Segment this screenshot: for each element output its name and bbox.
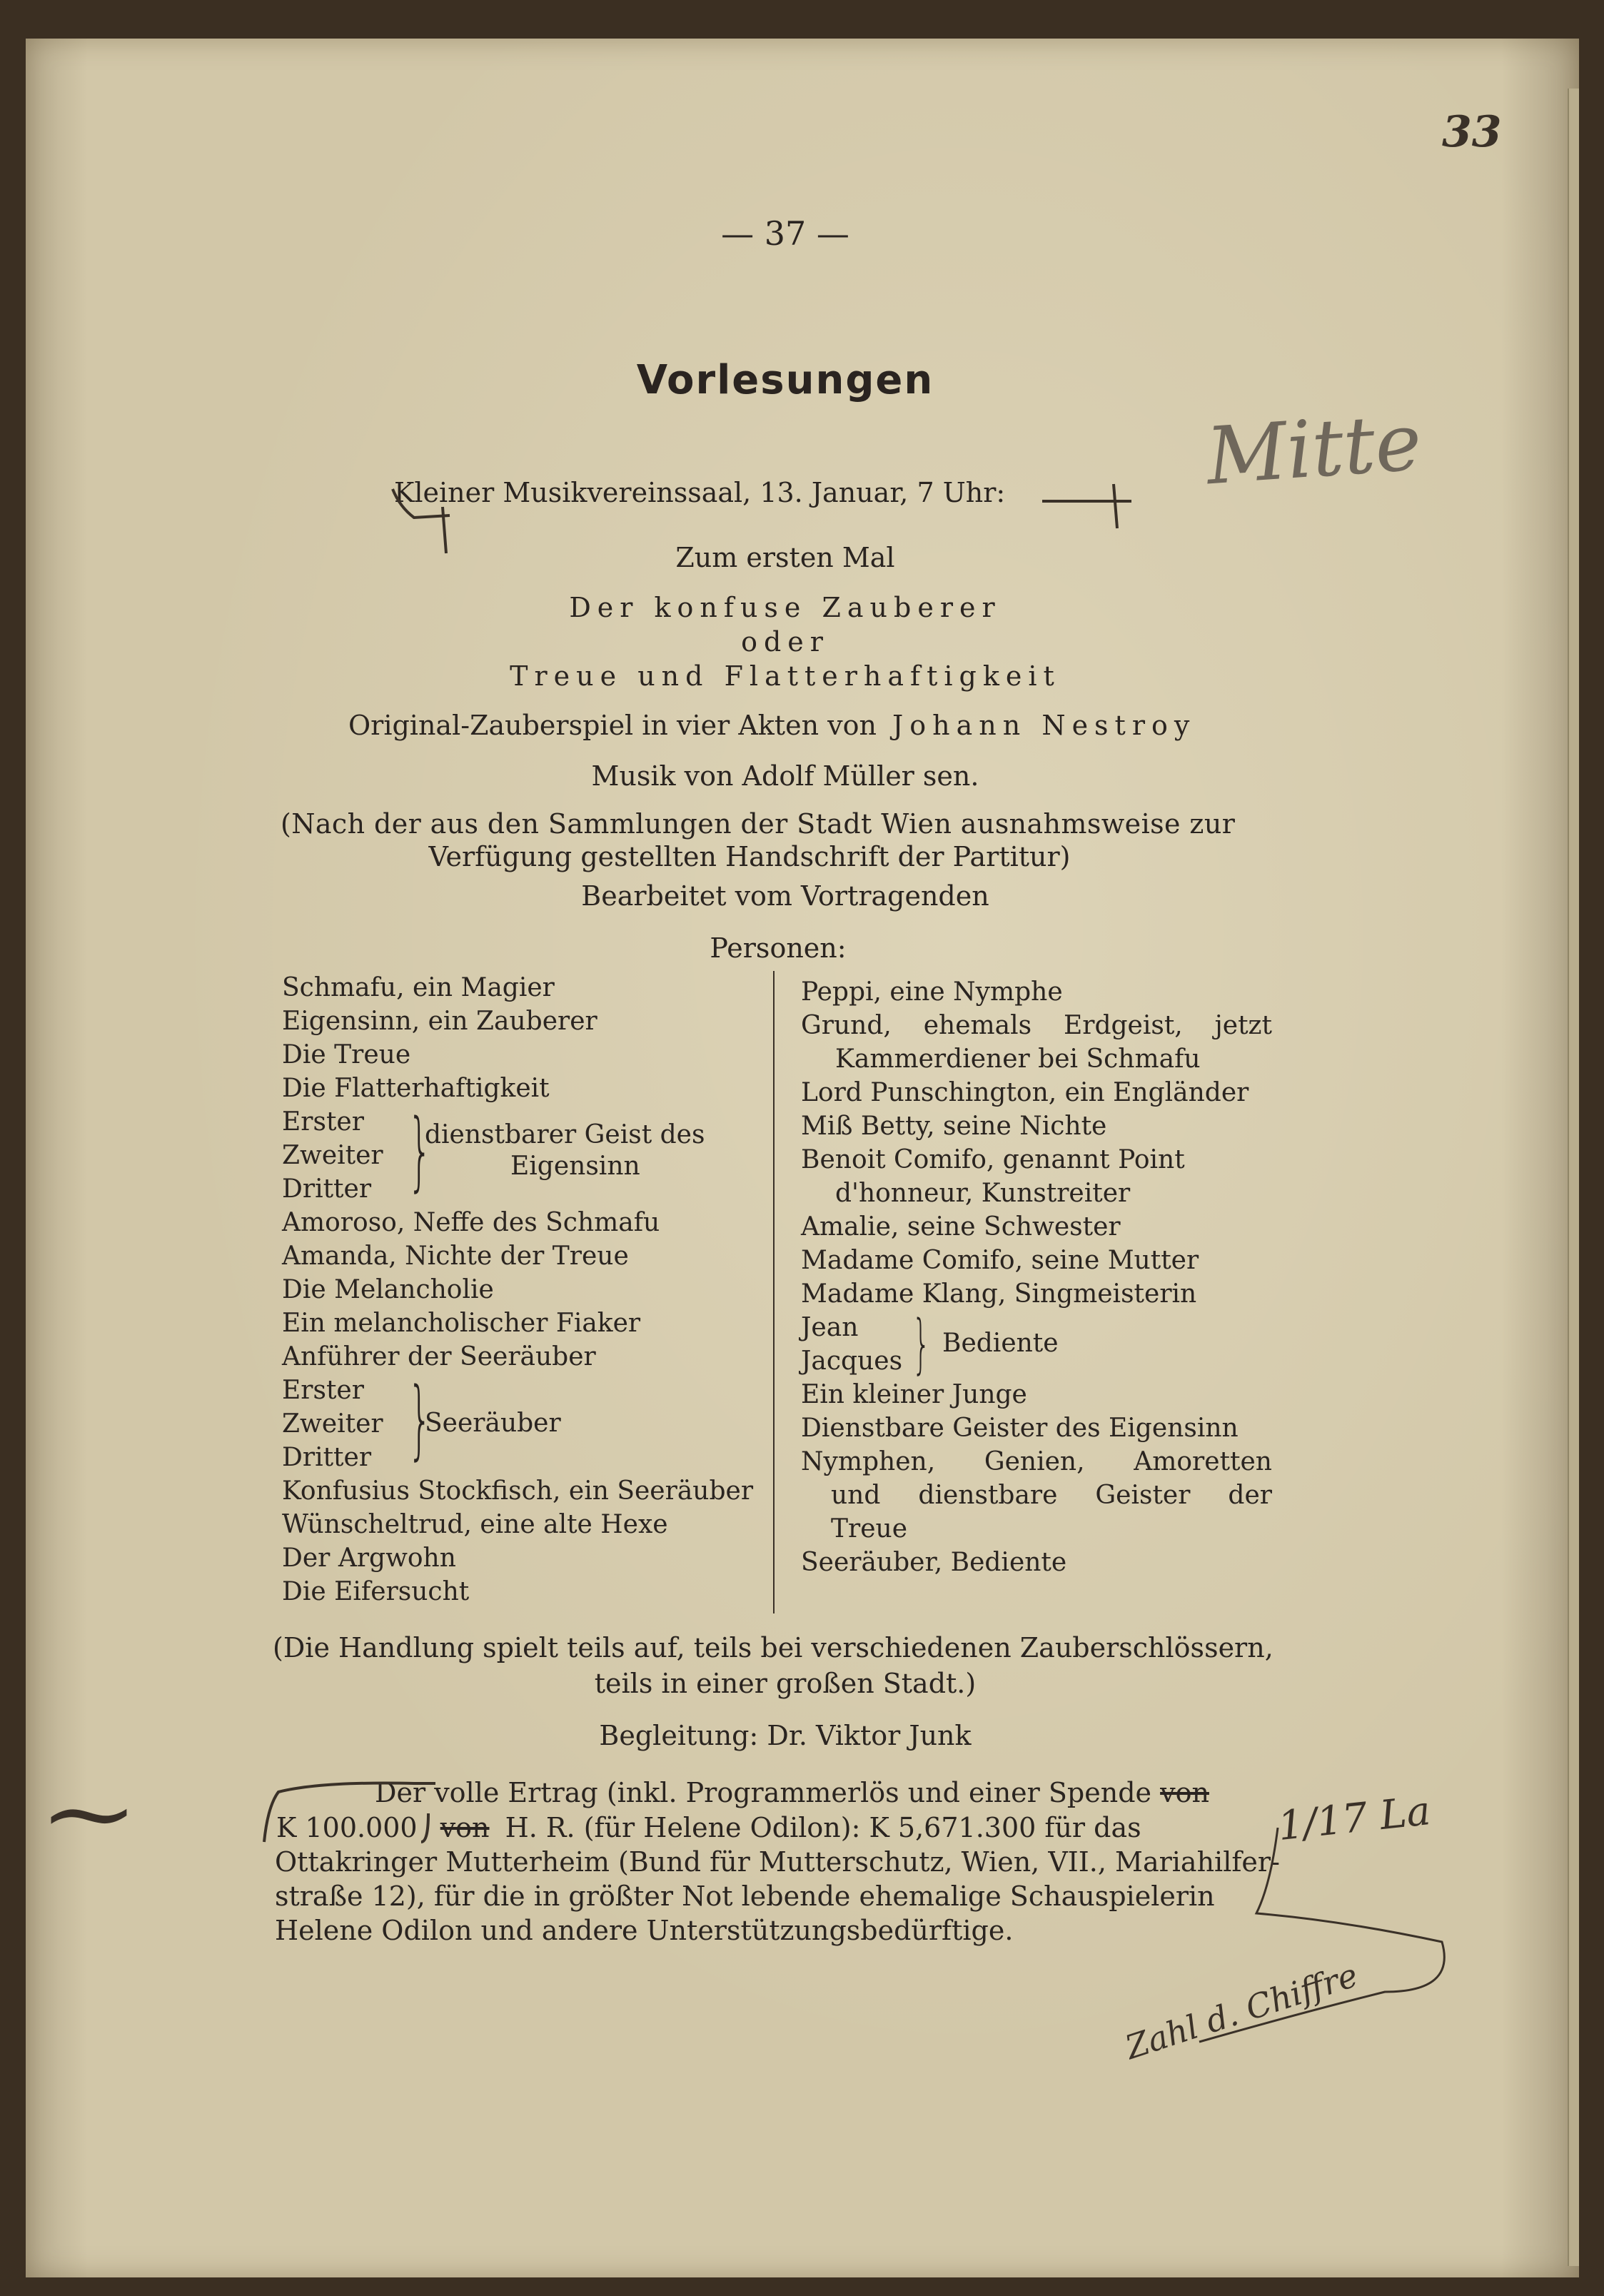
adapted-line: Bearbeitet vom Vortragenden bbox=[581, 880, 989, 912]
personen-heading: Personen: bbox=[710, 932, 847, 964]
play-title-1: Der konfuse Zauberer bbox=[569, 592, 1002, 623]
cast-entry: Anführer der Seeräuber bbox=[282, 1342, 596, 1371]
play-title-or: oder bbox=[741, 626, 829, 658]
cast-left-column bbox=[282, 971, 753, 1608]
cast-entry: Miß Betty, seine Nichte bbox=[801, 1112, 1107, 1141]
cast-entry: Ein melancholischer Fiaker bbox=[282, 1309, 641, 1338]
cast-entry: Ein kleiner Junge bbox=[801, 1380, 1027, 1409]
cast-entry: Erster bbox=[282, 1376, 364, 1405]
cast-entry: Die Flatterhaftigkeit bbox=[282, 1074, 550, 1103]
cast-entry: Zweiter bbox=[282, 1409, 383, 1439]
brace: } bbox=[407, 1102, 433, 1201]
word: der bbox=[1228, 1481, 1272, 1510]
cast-entry: Die Eifersucht bbox=[282, 1577, 470, 1606]
cast-entry: Wünscheltrud, eine alte Hexe bbox=[282, 1510, 668, 1539]
cast-entry: Peppi, eine Nymphe bbox=[801, 977, 1063, 1007]
cast-entry-justified bbox=[801, 1479, 1272, 1512]
cast-entry: Amanda, Nichte der Treue bbox=[282, 1242, 629, 1271]
cast-entry: Lord Punschington, ein Engländer bbox=[801, 1078, 1249, 1107]
genre-line bbox=[348, 709, 1196, 742]
margin-left-mark: ~ bbox=[38, 1759, 140, 1868]
word: Geister bbox=[1095, 1481, 1191, 1510]
cast-entry: Seeräuber, Bediente bbox=[801, 1548, 1067, 1577]
proceeds-text: H. R. (für Helene Odilon): K 5,671.300 für das bbox=[505, 1812, 1141, 1843]
cast-group-pirates bbox=[282, 1370, 753, 1474]
word: jetzt bbox=[1214, 1011, 1272, 1040]
cast-entry: Der Argwohn bbox=[282, 1544, 456, 1573]
cast-right-column bbox=[801, 975, 1272, 1579]
struck-word: von bbox=[1160, 1777, 1209, 1808]
setting-line-2: teils in einer großen Stadt.) bbox=[594, 1668, 977, 1699]
proceeds-line-5: Helene Odilon und andere Unterstützungsbedürftige. bbox=[275, 1915, 1014, 1946]
cast-entry: Dienstbare Geister des Eigensinn bbox=[801, 1414, 1239, 1443]
word: Amoretten bbox=[1134, 1447, 1272, 1476]
cast-entry: Konfusius Stockfisch, ein Seeräuber bbox=[282, 1476, 754, 1506]
play-title-2: Treue und Flatterhaftigkeit bbox=[510, 660, 1061, 692]
word: dienstbare bbox=[918, 1481, 1058, 1510]
cast-entry: Die Treue bbox=[282, 1040, 411, 1069]
premiere-line: Zum ersten Mal bbox=[675, 542, 895, 573]
brace: } bbox=[912, 1306, 931, 1381]
cast-entry: Die Melancholie bbox=[282, 1275, 494, 1304]
word: Erdgeist, bbox=[1063, 1011, 1183, 1040]
cast-entry: Amalie, seine Schwester bbox=[801, 1212, 1121, 1242]
word: Grund, bbox=[801, 1011, 892, 1040]
margin-right-note: 1/17 La bbox=[1276, 1787, 1433, 1851]
source-line-1: (Nach der aus den Sammlungen der Stadt Wien ausnahmsweise zur bbox=[281, 808, 1236, 840]
word: Genien, bbox=[984, 1447, 1085, 1476]
venue-line: Kleiner Musikvereinssaal, 13. Januar, 7 Uhr: bbox=[394, 477, 1006, 508]
cast-entry: Kammerdiener bei Schmafu bbox=[835, 1044, 1201, 1074]
cast-entry: Dritter bbox=[282, 1174, 372, 1204]
author-name: Johann Nestroy bbox=[892, 710, 1196, 741]
cast-group-servants bbox=[801, 1306, 1272, 1381]
word: Nymphen, bbox=[801, 1447, 936, 1476]
column-divider bbox=[773, 971, 775, 1613]
group-label: Seeräuber bbox=[425, 1409, 561, 1438]
cast-entry: Benoit Comifo, genannt Point bbox=[801, 1145, 1185, 1174]
page-edge bbox=[1568, 89, 1579, 2266]
folio-number: 33 bbox=[1442, 107, 1502, 157]
cast-entry: Madame Comifo, seine Mutter bbox=[801, 1246, 1199, 1275]
music-line: Musik von Adolf Müller sen. bbox=[591, 760, 979, 792]
cast-entry: Treue bbox=[831, 1514, 908, 1544]
margin-bottom-note: Zahl d. Chiffre bbox=[1120, 1955, 1363, 2067]
cast-entry: Madame Klang, Singmeisterin bbox=[801, 1279, 1197, 1309]
accompaniment-line: Begleitung: Dr. Viktor Junk bbox=[599, 1720, 972, 1751]
proceeds-line-4: straße 12), für die in größter Not lebende ehemalige Schauspielerin bbox=[275, 1880, 1215, 1912]
proceeds-line-3: Ottakringer Mutterheim (Bund für Mutterschutz, Wien, VII., Mariahilfer- bbox=[275, 1846, 1280, 1878]
amount: K 100.000 bbox=[276, 1812, 418, 1843]
source-line-2: Verfügung gestellten Handschrift der Partitur) bbox=[428, 841, 1071, 872]
genre-text: Original-Zauberspiel in vier Akten von bbox=[348, 710, 877, 741]
proceeds-text: Der volle Ertrag (inkl. Programmerlös und einer Spende bbox=[375, 1777, 1152, 1808]
group-label: Eigensinn bbox=[510, 1152, 640, 1181]
cast-entry: Schmafu, ein Magier bbox=[282, 973, 555, 1002]
struck-word: von bbox=[440, 1812, 490, 1843]
cast-entry-justified bbox=[801, 1445, 1272, 1479]
brace: } bbox=[407, 1370, 433, 1469]
page-number: — 37 — bbox=[721, 214, 849, 253]
cast-entry: d'honneur, Kunstreiter bbox=[835, 1179, 1131, 1208]
setting-line-1: (Die Handlung spielt teils auf, teils bei verschiedenen Zauberschlössern, bbox=[273, 1632, 1273, 1663]
cast-entry: Zweiter bbox=[282, 1141, 383, 1170]
word: ehemals bbox=[923, 1011, 1032, 1040]
cast-entry: Jean bbox=[801, 1313, 859, 1342]
group-label: Bediente bbox=[942, 1329, 1059, 1358]
cast-entry: Erster bbox=[282, 1107, 364, 1137]
cast-entry: Amoroso, Neffe des Schmafu bbox=[282, 1208, 660, 1237]
group-label: dienstbarer Geist des bbox=[425, 1120, 705, 1149]
page-title: Vorlesungen bbox=[636, 357, 934, 403]
handwritten-note: Mitte bbox=[1203, 396, 1425, 503]
pen-mark-bracket bbox=[236, 1763, 592, 1863]
cast-group-spirits bbox=[282, 1102, 753, 1206]
cast-entry-justified bbox=[801, 1009, 1272, 1042]
cast-entry: Dritter bbox=[282, 1443, 372, 1472]
cast-entry: Eigensinn, ein Zauberer bbox=[282, 1007, 597, 1036]
cast-entry: Jacques bbox=[801, 1346, 903, 1376]
word: und bbox=[831, 1481, 881, 1510]
